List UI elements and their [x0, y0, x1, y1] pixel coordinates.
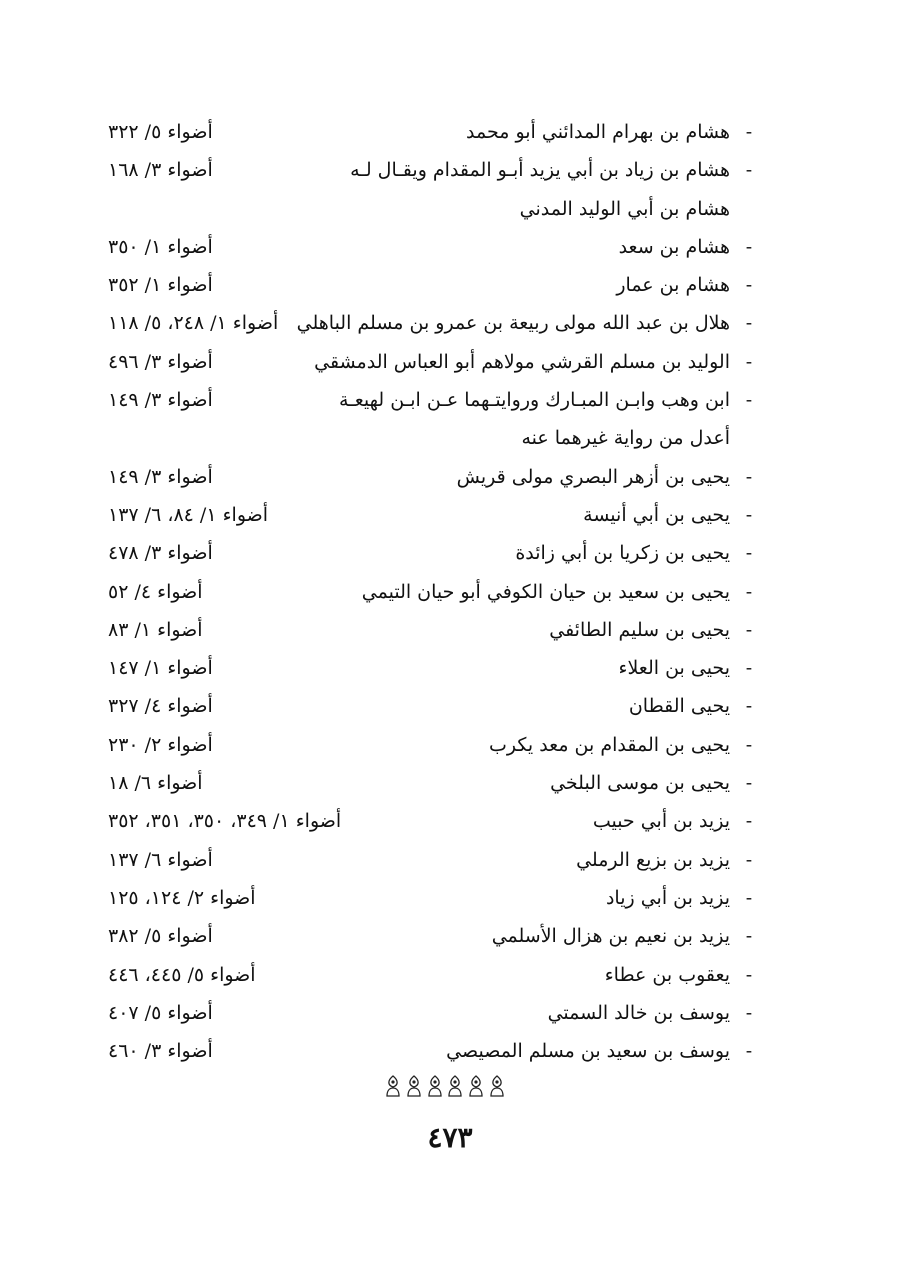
index-entry	[108, 764, 758, 802]
narrator-index-list	[108, 113, 758, 1070]
entry-dash: -	[745, 312, 753, 335]
index-entry	[108, 534, 758, 572]
entry-dash: -	[745, 963, 753, 986]
entry-dash: -	[745, 657, 753, 680]
entry-name: يحيى بن سعيد بن حيان الكوفي أبو حيان التيمي	[361, 580, 730, 603]
entry-reference: أضواء ١/ ١٤٧	[108, 657, 213, 680]
entry-reference: أضواء ٢/ ١٢٤، ١٢٥	[108, 886, 256, 909]
entry-name: يزيد بن نعيم بن هزال الأسلمي	[491, 925, 730, 948]
entry-dash: -	[745, 274, 753, 297]
entry-dash: -	[745, 389, 753, 412]
index-entry	[108, 1032, 758, 1070]
ornament-divider	[385, 1075, 505, 1099]
entry-name: يزيد بن أبي حبيب	[592, 810, 730, 833]
entry-name: هشام بن عمار	[616, 274, 730, 297]
entry-reference: أضواء ٦/ ١٣٧	[108, 848, 213, 871]
index-entry	[108, 228, 758, 266]
entry-reference: أضواء ١/ ٣٥٢	[108, 274, 213, 297]
entry-dash: -	[745, 733, 753, 756]
index-entry	[108, 687, 758, 725]
entry-dash: -	[745, 1001, 753, 1024]
entry-reference: أضواء ٣/ ١٤٩	[108, 389, 213, 412]
entry-name: هشام بن سعد	[618, 235, 730, 258]
index-entry	[108, 496, 758, 534]
ornament-icon	[447, 1075, 463, 1097]
page-number: ٤٧٣	[427, 1121, 473, 1154]
entry-name: يزيد بن أبي زياد	[605, 886, 730, 909]
entry-dash: -	[745, 542, 753, 565]
entry-dash: -	[745, 810, 753, 833]
entry-dash: -	[745, 465, 753, 488]
entry-name: الوليد بن مسلم القرشي مولاهم أبو العباس الدمشقي	[314, 350, 730, 373]
entry-name: يحيى بن أبي أنيسة	[583, 503, 730, 526]
index-entry	[108, 841, 758, 879]
ornament-icon	[489, 1075, 505, 1097]
entry-reference: أضواء ١/ ٨٤، ٦/ ١٣٧	[108, 503, 269, 526]
entry-dash: -	[745, 350, 753, 373]
index-entry	[108, 649, 758, 687]
entry-name-continuation: أعدل من رواية غيرهما عنه	[521, 427, 730, 450]
entry-reference: أضواء ٦/ ١٨	[108, 772, 203, 795]
entry-reference: أضواء ١/ ٨٣	[108, 618, 203, 641]
entry-name: هشام بن زياد بن أبي يزيد أبـو المقدام ويقـال لـه	[350, 159, 730, 182]
entry-reference: أضواء ١/ ٢٤٨، ٥/ ١١٨	[108, 312, 279, 335]
entry-name: يحيى بن سليم الطائفي	[549, 618, 730, 641]
index-entry	[108, 611, 758, 649]
entry-dash: -	[745, 848, 753, 871]
entry-reference: أضواء ٣/ ١٤٩	[108, 465, 213, 488]
index-entry	[108, 726, 758, 764]
entry-name: يحيى بن العلاء	[618, 657, 730, 680]
entry-dash: -	[745, 1040, 753, 1063]
index-entry	[108, 381, 758, 458]
entry-reference: أضواء ٥/ ٣٨٢	[108, 925, 213, 948]
index-entry	[108, 802, 758, 840]
entry-dash: -	[745, 772, 753, 795]
ornament-icon	[406, 1075, 422, 1097]
entry-reference: أضواء ٤/ ٥٢	[108, 580, 203, 603]
entry-reference: أضواء ٥/ ٤٤٥، ٤٤٦	[108, 963, 256, 986]
ornament-icon	[468, 1075, 484, 1097]
entry-reference: أضواء ٣/ ٤٧٨	[108, 542, 213, 565]
entry-reference: أضواء ٥/ ٤٠٧	[108, 1001, 213, 1024]
entry-reference: أضواء ١/ ٣٥٠	[108, 235, 213, 258]
entry-name: يوسف بن سعيد بن مسلم المصيصي	[446, 1040, 730, 1063]
index-entry	[108, 113, 758, 151]
entry-reference: أضواء ٣/ ١٦٨	[108, 159, 213, 182]
index-entry	[108, 343, 758, 381]
entry-reference: أضواء ٢/ ٢٣٠	[108, 733, 213, 756]
entry-reference: أضواء ١/ ٣٤٩، ٣٥٠، ٣٥١، ٣٥٢	[108, 810, 342, 833]
index-entry	[108, 917, 758, 955]
entry-name: يعقوب بن عطاء	[604, 963, 730, 986]
entry-dash: -	[745, 503, 753, 526]
entry-reference: أضواء ٤/ ٣٢٧	[108, 695, 213, 718]
entry-name: ابن وهب وابـن المبـارك وروايتـهما عـن ابـن لهيعـة	[339, 389, 730, 412]
entry-name-continuation: هشام بن أبي الوليد المدني	[519, 197, 730, 220]
index-entry	[108, 458, 758, 496]
entry-name: يحيى بن أزهر البصري مولى قريش	[456, 465, 730, 488]
index-entry	[108, 956, 758, 994]
entry-dash: -	[745, 695, 753, 718]
entry-dash: -	[745, 618, 753, 641]
entry-name: هشام بن بهرام المدائني أبو محمد	[466, 121, 730, 143]
ornament-icon	[427, 1075, 443, 1097]
entry-dash: -	[745, 159, 753, 182]
index-entry	[108, 573, 758, 611]
entry-name: يحيى بن المقدام بن معد يكرب	[489, 733, 730, 756]
index-entry	[108, 879, 758, 917]
entry-reference: أضواء ٥/ ٣٢٢	[108, 121, 213, 143]
entry-dash: -	[745, 580, 753, 603]
entry-name: يحيى بن موسى البلخي	[550, 772, 730, 795]
entry-name: يحيى بن زكريا بن أبي زائدة	[515, 542, 730, 565]
index-entry	[108, 151, 758, 228]
entry-dash: -	[745, 925, 753, 948]
index-entry	[108, 266, 758, 304]
entry-name: يحيى القطان	[628, 695, 730, 718]
entry-dash: -	[745, 121, 753, 143]
index-entry	[108, 304, 758, 342]
entry-dash: -	[745, 235, 753, 258]
entry-reference: أضواء ٣/ ٤٦٠	[108, 1040, 213, 1063]
ornament-icon	[385, 1075, 401, 1097]
entry-name: يوسف بن خالد السمتي	[547, 1001, 730, 1024]
entry-reference: أضواء ٣/ ٤٩٦	[108, 350, 213, 373]
entry-name: يزيد بن بزيع الرملي	[576, 848, 730, 871]
entry-name: هلال بن عبد الله مولى ربيعة بن عمرو بن مسلم الباهلي	[296, 312, 730, 335]
index-entry	[108, 994, 758, 1032]
entry-dash: -	[745, 886, 753, 909]
